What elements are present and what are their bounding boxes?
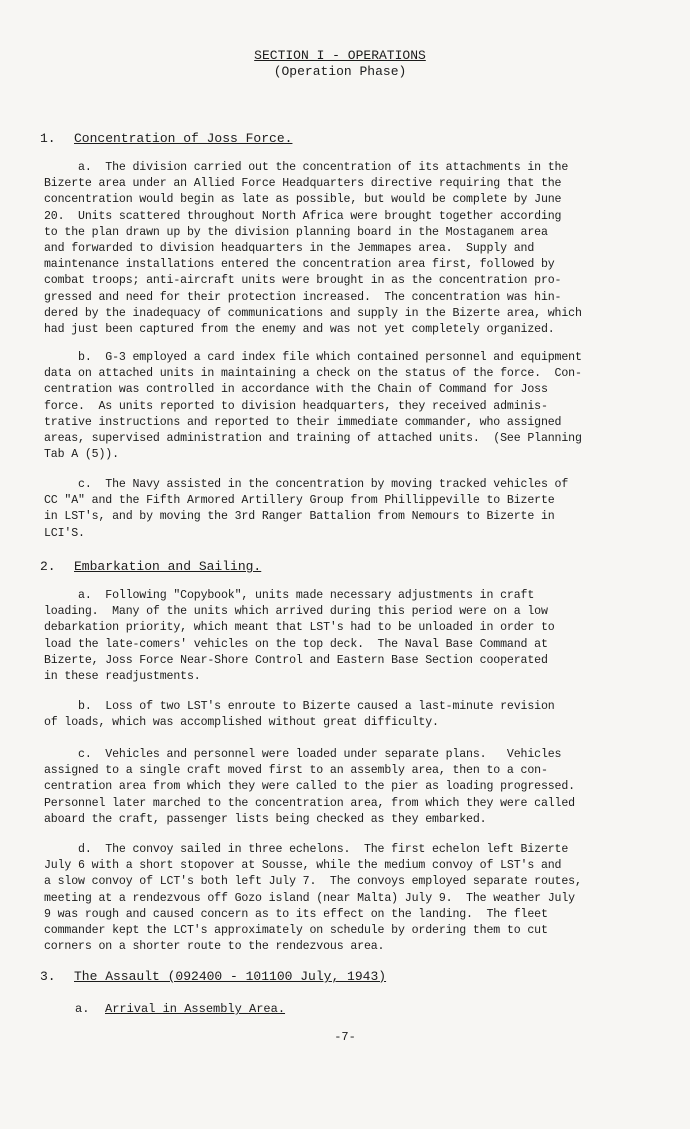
heading-embarkation: [40, 559, 261, 575]
subheading-assembly-area: [75, 1001, 285, 1017]
paragraph-1a: a. The division carried out the concentration of its attachments in the Bizerte area under an Allied Force Headquarters directive requiring that the concentration would begin as late as possible, but would be complete by June 20. Units scattered throughout North Africa were brought together according to the plan drawn up by the division planning board in the Mostaganem area and forwarded to division headquarters in the Jemmapes area. Supply and maintenance installations entered the concentration area first, followed by combat troops; anti-aircraft units were brought in as the concentration pro- gressed and need for their protection increased. The concentration was hin- dered by the inadequacy of communications and supply in the Bizerte area, which had just been captured from the enemy and was not yet completely organized.: [44, 161, 582, 337]
paragraph-2d: d. The convoy sailed in three echelons. The first echelon left Bizerte July 6 with a short stopover at Sousse, while the medium convoy of LST's and a slow convoy of LCT's both left July 7. The convoys employed separate routes, meeting at a rendezvous off Gozo island (near Malta) July 9. The weather July 9 was rough and caused concern as to its effect on the landing. The fleet commander kept the LCT's approximately on schedule by ordering them to cut corners on a shorter route to the rendezvous area.: [44, 843, 582, 954]
subheading-text: Arrival in Assembly Area.: [105, 1002, 286, 1016]
heading-number: 3.: [40, 969, 56, 984]
paragraph-2a: a. Following "Copybook", units made necessary adjustments in craft loading. Many of the units which arrived during this period were on a low debarkation priority, which meant that LST's had to be unloaded in order to load the late-comers' vehicles on the top deck. The Naval Base Command at Bizerte, Joss Force Near-Shore Control and Eastern Base Section cooperated in these readjustments.: [44, 589, 555, 684]
paragraph-2c: c. Vehicles and personnel were loaded under separate plans. Vehicles assigned to a single craft moved first to an assembly area, then to a con- centration area from which they were called to the pier as loading progressed. Personnel later marched to the concentration area, from which they were called aboard the craft, passenger lists being checked as they embarked.: [44, 748, 575, 826]
heading-text: The Assault (092400 - 101100 July, 1943): [74, 969, 387, 984]
section-title: SECTION I - OPERATIONS: [254, 48, 426, 63]
heading-number: 1.: [40, 131, 56, 146]
page-number: -7-: [334, 1030, 356, 1044]
paragraph-1c: c. The Navy assisted in the concentration by moving tracked vehicles of CC "A" and the Fifth Armored Artillery Group from Phillippeville to Bizerte in LST's, and by moving the 3rd Ranger Battalion from Nemours to Bizerte in LCI'S.: [44, 478, 569, 540]
paragraph-2b: b. Loss of two LST's enroute to Bizerte caused a last-minute revision of loads, which was accomplished without great difficulty.: [44, 700, 555, 730]
heading-assault: [40, 969, 386, 985]
heading-text: Concentration of Joss Force.: [74, 131, 293, 146]
document-header: [0, 48, 680, 80]
subheading-label: a.: [75, 1002, 90, 1016]
heading-concentration: [40, 131, 292, 147]
paragraph-1b: b. G-3 employed a card index file which contained personnel and equipment data on attached units in maintaining a check on the status of the force. Con- centration was controlled in accordance with the Chain of Command for Joss force. As units reported to division headquarters, they received adminis- trative instructions and reported to their immediate commander, who assigned areas, supervised administration and training of attached units. (See Planning Tab A (5)).: [44, 351, 582, 462]
section-subtitle: (Operation Phase): [273, 64, 407, 79]
heading-number: 2.: [40, 559, 56, 574]
heading-text: Embarkation and Sailing.: [74, 559, 262, 574]
